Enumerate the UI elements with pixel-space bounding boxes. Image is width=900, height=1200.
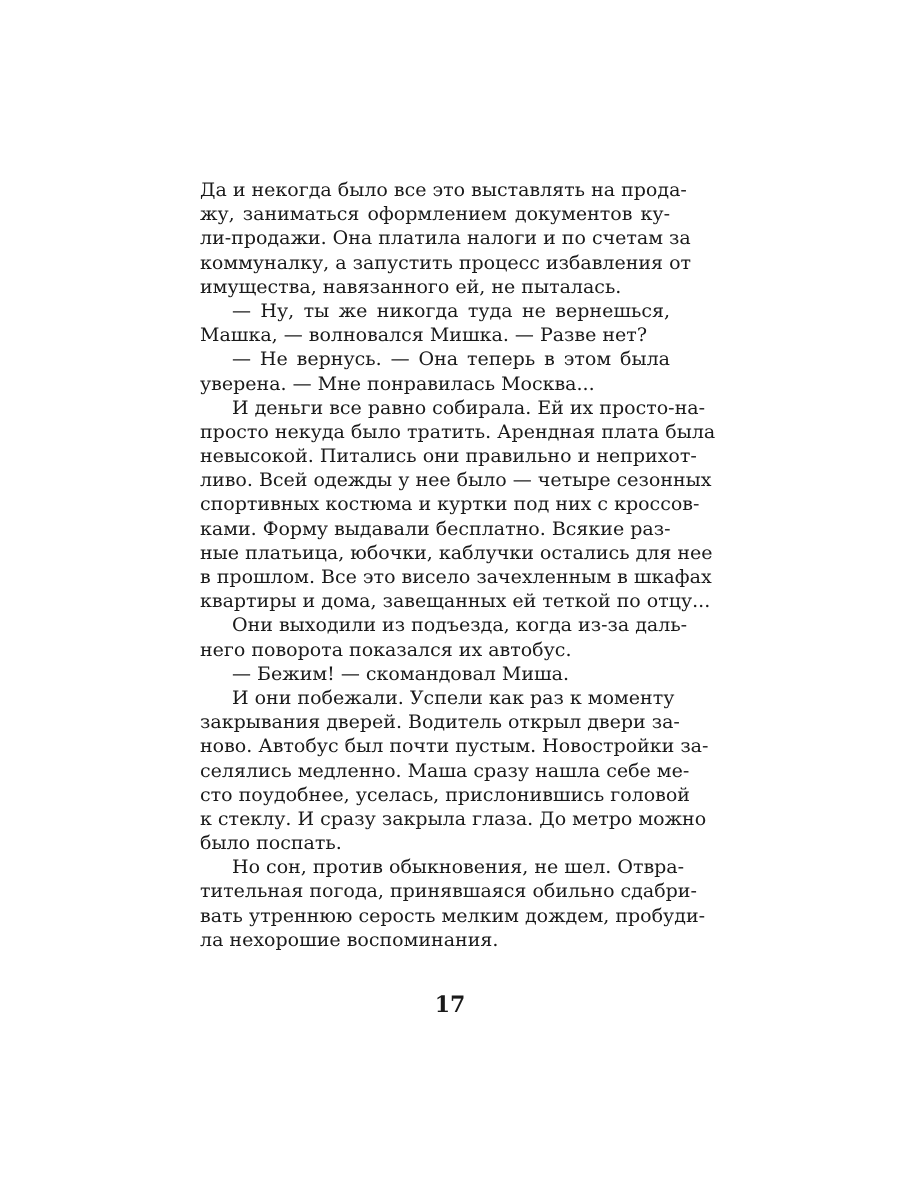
text-line: ками. Форму выдавали бесплатно. Всякие раз- [200,517,671,540]
text-line: просто некуда было тратить. Арендная плата была [200,420,716,443]
text-line: было поспать. [200,832,342,855]
text-line: Но сон, против обыкновения, не шел. Отвра- [232,856,685,879]
text-line: сто поудобнее, уселась, прислонившись головой [200,783,690,806]
text-line: к стеклу. И сразу закрыла глаза. До метро можно [200,807,707,830]
text-line: невысокой. Питались они правильно и неприхот- [200,445,697,468]
text-line: тительная погода, принявшаяся обильно сдабри- [200,880,697,903]
text-line: него поворота показался их автобус. [200,638,572,661]
text-line: закрывания дверей. Водитель открыл двери за- [200,711,680,734]
text-line: квартиры и дома, завещанных ей теткой по отцу... [200,590,711,613]
text-line: ливо. Всей одежды у нее было — четыре сезонных [200,469,712,492]
text-line: — Бежим! — скомандовал Миша. [232,662,570,685]
text-line: в прошлом. Все это висело зачехленным в шкафах [200,566,712,588]
text-line: ли-продажи. Она платила налоги и по счетам за [200,227,691,250]
body-text [200,178,716,952]
page-number: 17 [434,992,466,1018]
text-line: Машка, — волновался Мишка. — Разве нет? [200,324,648,347]
text-line: коммуналку, а запустить процесс избавления от [200,251,692,274]
text-line: И деньги все равно собирала. Ей их просто-на- [232,396,705,419]
text-line: имущества, навязанного ей, не пыталась. [200,275,622,298]
text-line: ново. Автобус был почти пустым. Новостройки за- [200,735,709,758]
text-line: ла нехорошие воспоминания. [200,928,499,951]
text-line: уверена. — Мне понравилась Москва... [200,372,595,395]
text-line: вать утреннюю серость мелким дождем, пробуди- [200,904,706,927]
text-line: спортивных костюма и куртки под них с кроссов- [200,493,700,516]
text-line: Они выходили из подъезда, когда из-за даль- [232,614,688,637]
text-line: — Ну, ты же никогда туда не вернешься, [232,299,670,322]
text-line: жу, заниматься оформлением документов ку- [200,203,670,226]
text-line: ные платьица, юбочки, каблучки остались для нее [200,541,713,564]
text-line: — Не вернусь. — Она теперь в этом была [232,348,670,371]
text-line: Да и некогда было все это выставлять на прода- [200,179,687,201]
text-line: селялись медленно. Маша сразу нашла себе ме- [200,759,690,782]
text-line: И они побежали. Успели как раз к моменту [232,686,675,709]
